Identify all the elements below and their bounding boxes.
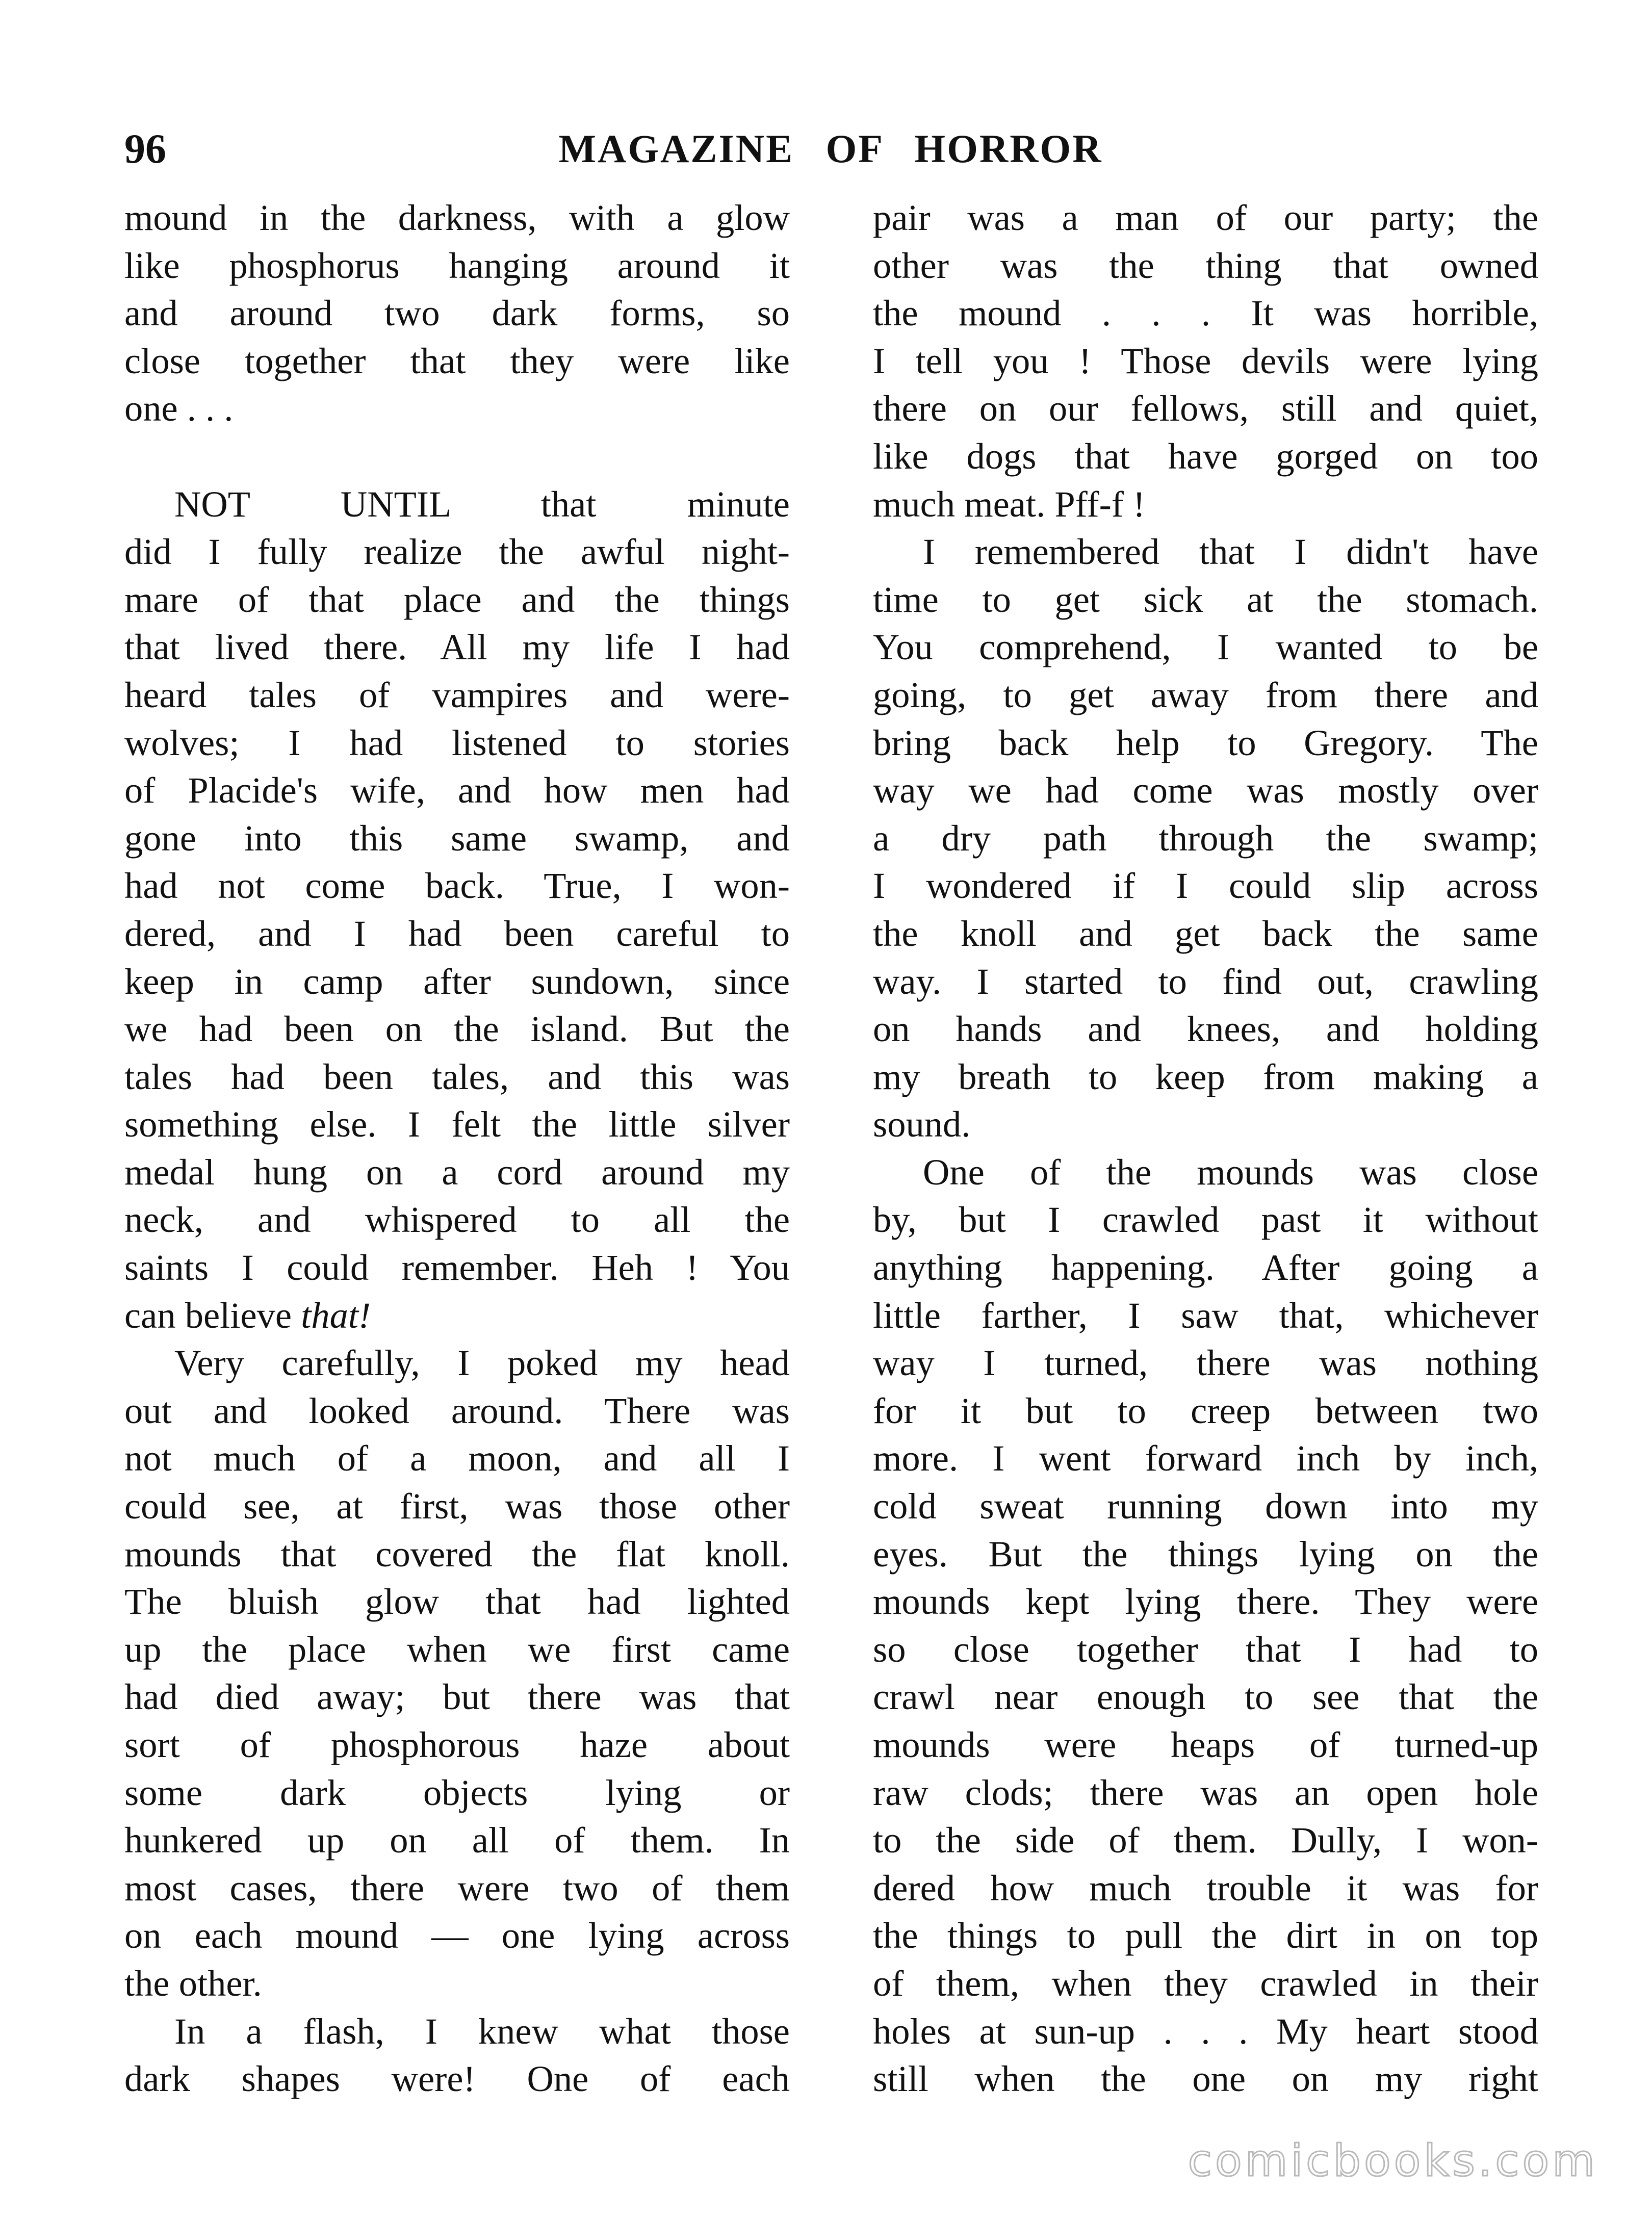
text-line xyxy=(124,432,790,480)
text-line: most cases, there were two of them xyxy=(124,1867,790,1908)
text-line: still when the one on my right xyxy=(873,2058,1538,2100)
text-line: much meat. Pff-f ! xyxy=(873,483,1146,525)
text-line: one . . . xyxy=(124,388,234,429)
text-line: the other. xyxy=(124,1962,262,2004)
text-line: I tell you ! Those devils were lying xyxy=(873,340,1538,381)
text-line: we had been on the island. But the xyxy=(124,1008,790,1050)
text-line: neck, and whispered to all the xyxy=(124,1199,790,1241)
text-line: time to get sick at the stomach. xyxy=(873,578,1538,620)
text-line: way. I started to find out, crawling xyxy=(873,960,1538,1002)
text-line: cold sweat running down into my xyxy=(873,1485,1538,1527)
text-line: wolves; I had listened to stories xyxy=(124,721,790,763)
text-line: of them, when they crawled in their xyxy=(873,1962,1538,2004)
text-line: out and looked around. There was xyxy=(124,1389,790,1431)
text-line: like dogs that have gorged on too xyxy=(873,435,1538,477)
text-line: crawl near enough to see that the xyxy=(873,1676,1538,1718)
text-line: other was the thing that owned xyxy=(873,244,1538,286)
running-title: MAGAZINE OF HORROR xyxy=(558,126,1103,171)
text-line: the knoll and get back the same xyxy=(873,912,1538,954)
text-line: some dark objects lying or xyxy=(124,1771,790,1813)
text-line: going, to get away from there and xyxy=(873,674,1538,715)
text-line: In a flash, I knew what those xyxy=(174,2010,790,2052)
text-line: raw clods; there was an open hole xyxy=(873,1771,1538,1813)
text-line: way we had come was mostly over xyxy=(873,769,1538,811)
text-line: the mound . . . It was horrible, xyxy=(873,292,1538,334)
text-line: Very carefully, I poked my head xyxy=(174,1342,790,1384)
text-line: the things to pull the dirt in on top xyxy=(873,1915,1538,1956)
text-line: of Placide's wife, and how men had xyxy=(124,769,790,811)
text-line: had not come back. True, I won- xyxy=(124,865,790,907)
text-line: can believe that! xyxy=(124,1294,371,1336)
text-line: mounds that covered the flat knoll. xyxy=(124,1533,790,1575)
page-number: 96 xyxy=(124,125,166,172)
text-line: medal hung on a cord around my xyxy=(124,1151,790,1193)
text-line: sound. xyxy=(873,1103,971,1145)
text-line: dark shapes were! One of each xyxy=(124,2058,790,2100)
text-line: something else. I felt the little silver xyxy=(124,1103,790,1145)
text-line: there on our fellows, still and quiet, xyxy=(873,388,1538,429)
text-line: like phosphorus hanging around it xyxy=(124,244,790,286)
text-line: One of the mounds was close xyxy=(923,1151,1538,1193)
text-line: not much of a moon, and all I xyxy=(124,1437,790,1479)
page-header xyxy=(124,118,1537,179)
text-line: on each mound — one lying across xyxy=(124,1915,790,1956)
text-line: mound in the darkness, with a glow xyxy=(124,197,790,238)
right-text-column xyxy=(873,194,1538,2103)
text-line: little farther, I saw that, whichever xyxy=(873,1294,1538,1336)
text-line: The bluish glow that had lighted xyxy=(124,1581,790,1622)
text-line: and around two dark forms, so xyxy=(124,292,790,334)
text-line: eyes. But the things lying on the xyxy=(873,1533,1538,1575)
text-line: to the side of them. Dully, I won- xyxy=(873,1819,1538,1861)
text-line: pair was a man of our party; the xyxy=(873,197,1538,238)
text-line: up the place when we first came xyxy=(124,1628,790,1670)
text-line: a dry path through the swamp; xyxy=(873,817,1538,859)
site-watermark: comicbooks.com xyxy=(1188,2135,1598,2186)
text-line: that lived there. All my life I had xyxy=(124,626,790,668)
text-line: mounds were heaps of turned-up xyxy=(873,1724,1538,1765)
text-line: tales had been tales, and this was xyxy=(124,1055,790,1097)
text-line: keep in camp after sundown, since xyxy=(124,960,790,1002)
text-line: I wondered if I could slip across xyxy=(873,865,1538,907)
left-text-column xyxy=(124,194,790,2103)
text-line: gone into this same swamp, and xyxy=(124,817,790,859)
text-line: my breath to keep from making a xyxy=(873,1055,1538,1097)
text-line: holes at sun-up . . . My heart stood xyxy=(873,2010,1538,2052)
text-line: more. I went forward inch by inch, xyxy=(873,1437,1538,1479)
text-line: for it but to creep between two xyxy=(873,1389,1538,1431)
text-line: on hands and knees, and holding xyxy=(873,1008,1538,1050)
text-line: dered, and I had been careful to xyxy=(124,912,790,954)
text-line: You comprehend, I wanted to be xyxy=(873,626,1538,668)
text-line: mare of that place and the things xyxy=(124,578,790,620)
text-line: sort of phosphorous haze about xyxy=(124,1724,790,1765)
text-line: so close together that I had to xyxy=(873,1628,1538,1670)
text-line: mounds kept lying there. They were xyxy=(873,1581,1538,1622)
text-line: dered how much trouble it was for xyxy=(873,1867,1538,1908)
text-line: hunkered up on all of them. In xyxy=(124,1819,790,1861)
text-line: I remembered that I didn't have xyxy=(923,531,1538,573)
text-line: had died away; but there was that xyxy=(124,1676,790,1718)
text-line: did I fully realize the awful night- xyxy=(124,531,790,573)
text-line: anything happening. After going a xyxy=(873,1247,1538,1288)
text-line: bring back help to Gregory. The xyxy=(873,721,1538,763)
text-line: way I turned, there was nothing xyxy=(873,1342,1538,1384)
text-line: heard tales of vampires and were- xyxy=(124,674,790,715)
text-line: NOT UNTIL that minute xyxy=(174,483,790,525)
text-line: could see, at first, was those other xyxy=(124,1485,790,1527)
text-line: close together that they were like xyxy=(124,340,790,381)
text-line: saints I could remember. Heh ! You xyxy=(124,1247,790,1288)
text-line: by, but I crawled past it without xyxy=(873,1199,1538,1241)
